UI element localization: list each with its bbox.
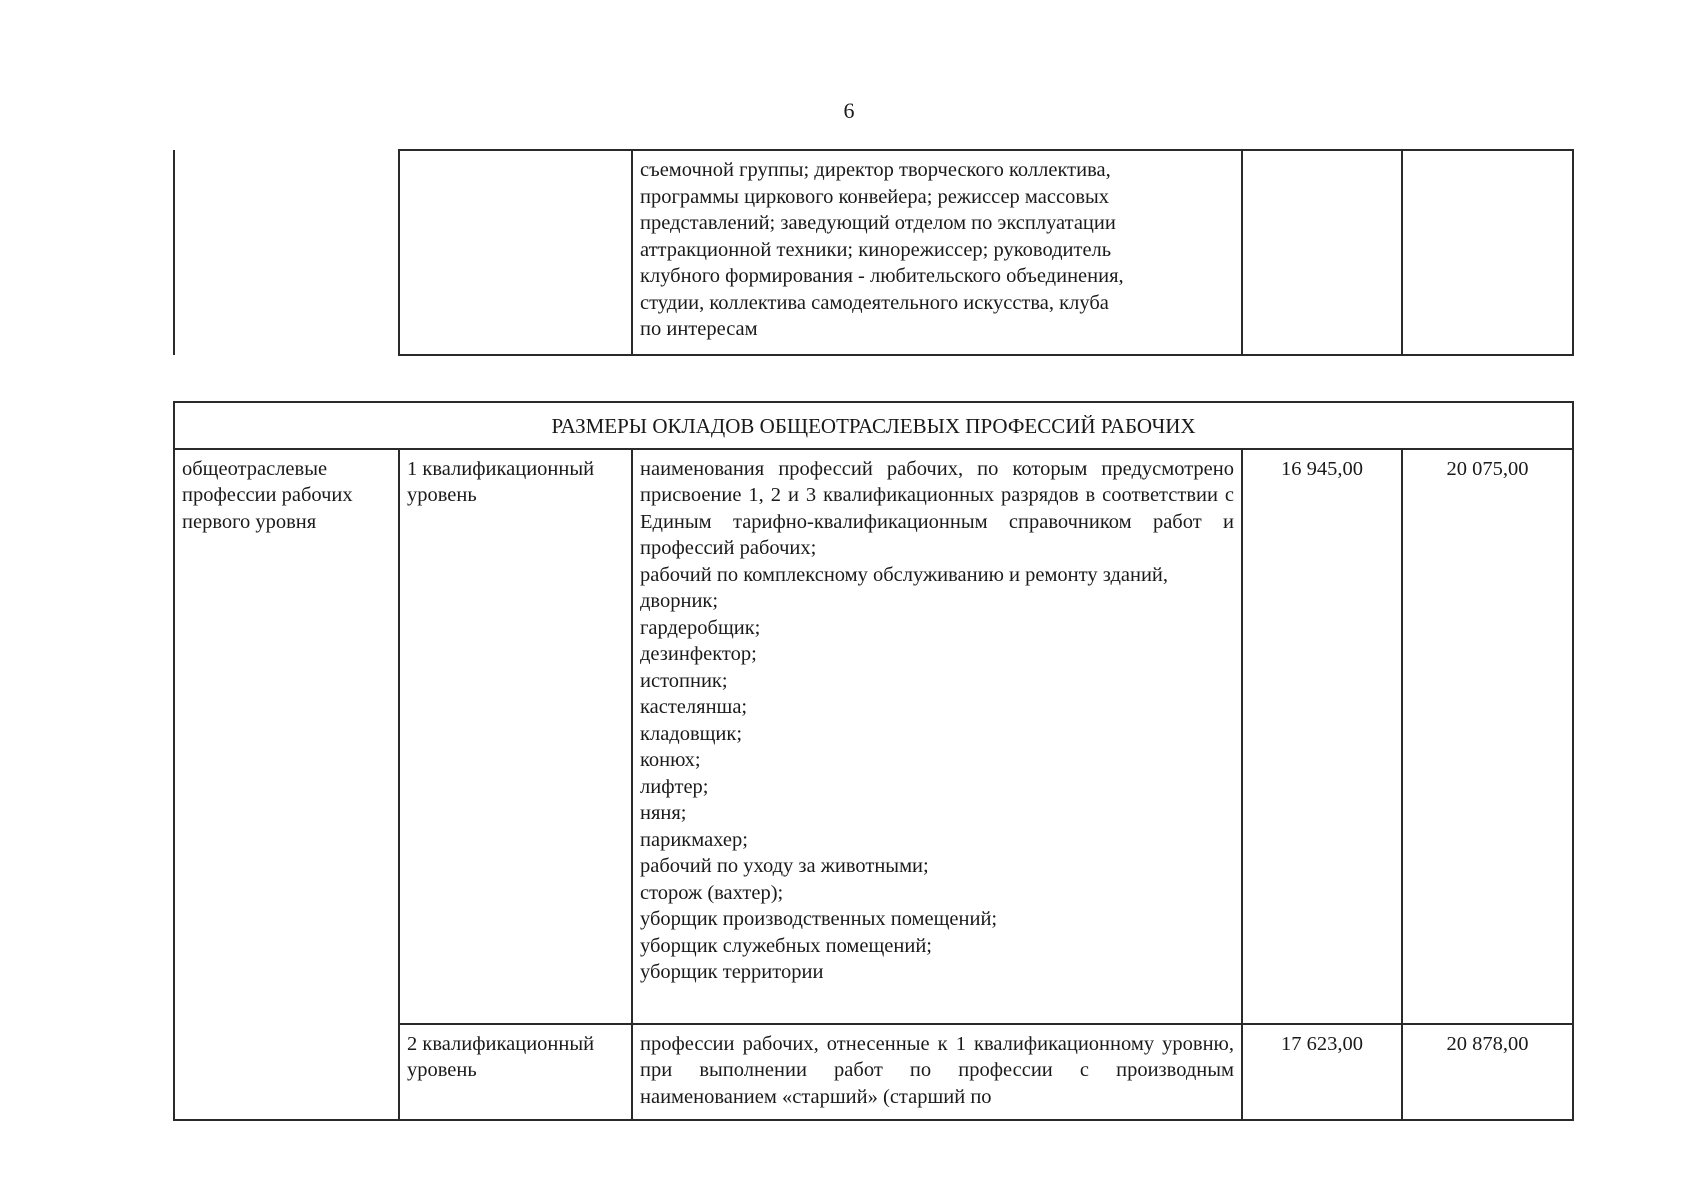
position-list-cell: [632, 150, 1242, 355]
profession-item: гардеробщик;: [640, 616, 761, 639]
description-text: наименования профессий рабочих, по которым предусмотрено присвоение 1, 2 и 3 квалификационных разрядов в соответствии с Единым тарифно-квалификационным справочником работ и профессий рабочих;: [640, 457, 1234, 559]
group-cell-empty: [174, 150, 399, 355]
table-row: [174, 449, 1573, 1024]
profession-item: конюх;: [640, 749, 701, 771]
qualification-level-cell: 1 квалификационный уровень: [399, 449, 632, 1024]
workers-salary-table: [173, 401, 1574, 1121]
salary-min-cell-empty: [1242, 150, 1402, 355]
salary-max-cell-empty: [1402, 150, 1573, 355]
profession-item: лифтер;: [640, 775, 709, 798]
profession-item: няня;: [640, 802, 687, 824]
level-cell-empty: [399, 150, 632, 355]
position-line: представлений; заведующий отделом по эксплуатации: [640, 212, 1116, 234]
page-number: 6: [843, 98, 855, 123]
position-line: студии, коллектива самодеятельного искусства, клуба: [640, 291, 1109, 314]
qualification-level-cell: 2 квалификационный уровень: [399, 1024, 632, 1120]
profession-item: уборщик служебных помещений;: [640, 934, 932, 957]
salary-min-cell: 16 945,00: [1242, 449, 1402, 1024]
profession-item: дезинфектор;: [640, 643, 757, 665]
position-line: съемочной группы; директор творческого коллектива,: [640, 159, 1111, 181]
position-line: клубного формирования - любительского объединения,: [640, 265, 1124, 287]
profession-item: кастелянша;: [640, 696, 748, 718]
professions-cell: [632, 449, 1242, 1024]
continued-table: [173, 149, 1574, 356]
profession-item: дворник;: [640, 590, 719, 612]
profession-item: истопник;: [640, 669, 728, 692]
professions-cell: профессии рабочих, отнесенные к 1 квалификационному уровню, при выполнении работ по профессии с производным наименованием «старший» (старший по: [632, 1024, 1242, 1120]
section-title: РАЗМЕРЫ ОКЛАДОВ ОБЩЕОТРАСЛЕВЫХ ПРОФЕССИЙ РАБОЧИХ: [174, 402, 1573, 449]
profession-item: сторож (вахтер);: [640, 881, 784, 904]
table-row: [174, 150, 1573, 355]
profession-item: рабочий по комплексному обслуживанию и ремонту зданий,: [640, 563, 1169, 586]
salary-max-cell: 20 878,00: [1402, 1024, 1573, 1120]
position-line: аттракционной техники; кинорежиссер; руководитель: [640, 238, 1112, 261]
section-header-row: [174, 402, 1573, 449]
salary-min-cell: 17 623,00: [1242, 1024, 1402, 1120]
position-line: программы циркового конвейера; режиссер массовых: [640, 185, 1110, 208]
profession-item: рабочий по уходу за животными;: [640, 855, 929, 877]
profession-item: уборщик территории: [640, 961, 824, 983]
group-name-cell: общеотраслевые профессии рабочих первого уровня: [174, 449, 399, 1120]
profession-item: уборщик производственных помещений;: [640, 908, 998, 930]
profession-item: парикмахер;: [640, 828, 748, 851]
salary-max-cell: 20 075,00: [1402, 449, 1573, 1024]
profession-item: кладовщик;: [640, 722, 743, 745]
position-line: по интересам: [640, 318, 758, 340]
